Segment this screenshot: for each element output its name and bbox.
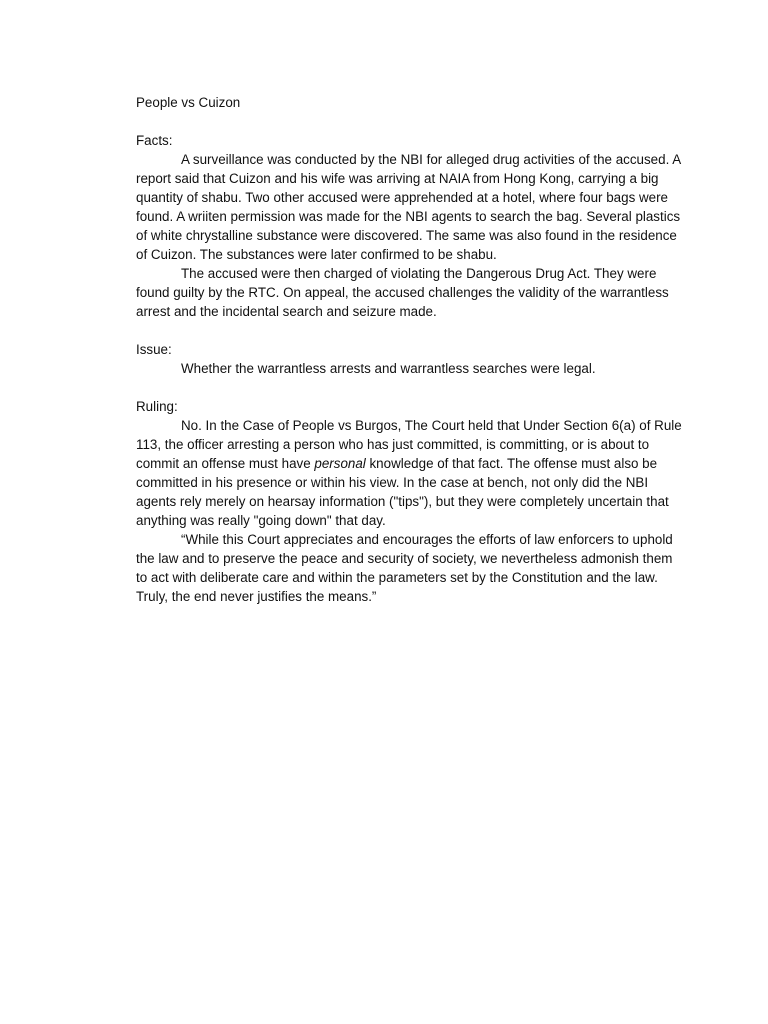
facts-heading: Facts: [136, 133, 173, 148]
facts-paragraph-1: A surveillance was conducted by the NBI for alleged drug activities of the accused. A report said that Cuizon and his wife was arriving at NAIA from Hong Kong, carrying a big quantity of shabu. Two other accused were apprehended at a hotel, where four bags were found. A wriiten permission was made for the NBI agents to search the bag. Several plastics of white chrystalline substance were discovered. The same was also found in the residence of Cuizon. The substances were later confirmed to be shabu. [136, 152, 681, 262]
ruling-text-end: knowledge of that fact. The offense must also be committed in his presence or within his view. In the case at bench, not only did the NBI agents rely merely on hearsay information ("tips"), but they were completely uncertain that anything was really "going down" that day. [136, 456, 669, 528]
issue-heading: Issue: [136, 342, 172, 357]
ruling-text-start: No. In the Case of People vs Burgos, The Court held that Under Section 6(a) of Rule 113, the officer arresting a person who has just committed, is committing, or is about to commit an offense must have [136, 418, 682, 471]
issue-text: Whether the warrantless arrests and warrantless searches were legal. [181, 361, 596, 376]
facts-paragraph-2: The accused were then charged of violating the Dangerous Drug Act. They were found guilty by the RTC. On appeal, the accused challenges the validity of the warrantless arrest and the incidental search and seizure made. [136, 266, 669, 319]
spacer [136, 112, 682, 131]
document-title: People vs Cuizon [136, 95, 241, 110]
ruling-emphasis: personal [314, 456, 366, 471]
spacer [136, 378, 682, 397]
ruling-quote: “While this Court appreciates and encourages the efforts of law enforcers to uphold the law and to preserve the peace and security of society, we nevertheless admonish them to act with deliberate care and within the parameters set by the Constitution and the law. Truly, the end never justifies the means.” [136, 532, 673, 604]
document-page [136, 93, 682, 606]
ruling-heading: Ruling: [136, 399, 178, 414]
ruling-paragraph-1 [136, 416, 682, 530]
spacer [136, 321, 682, 340]
